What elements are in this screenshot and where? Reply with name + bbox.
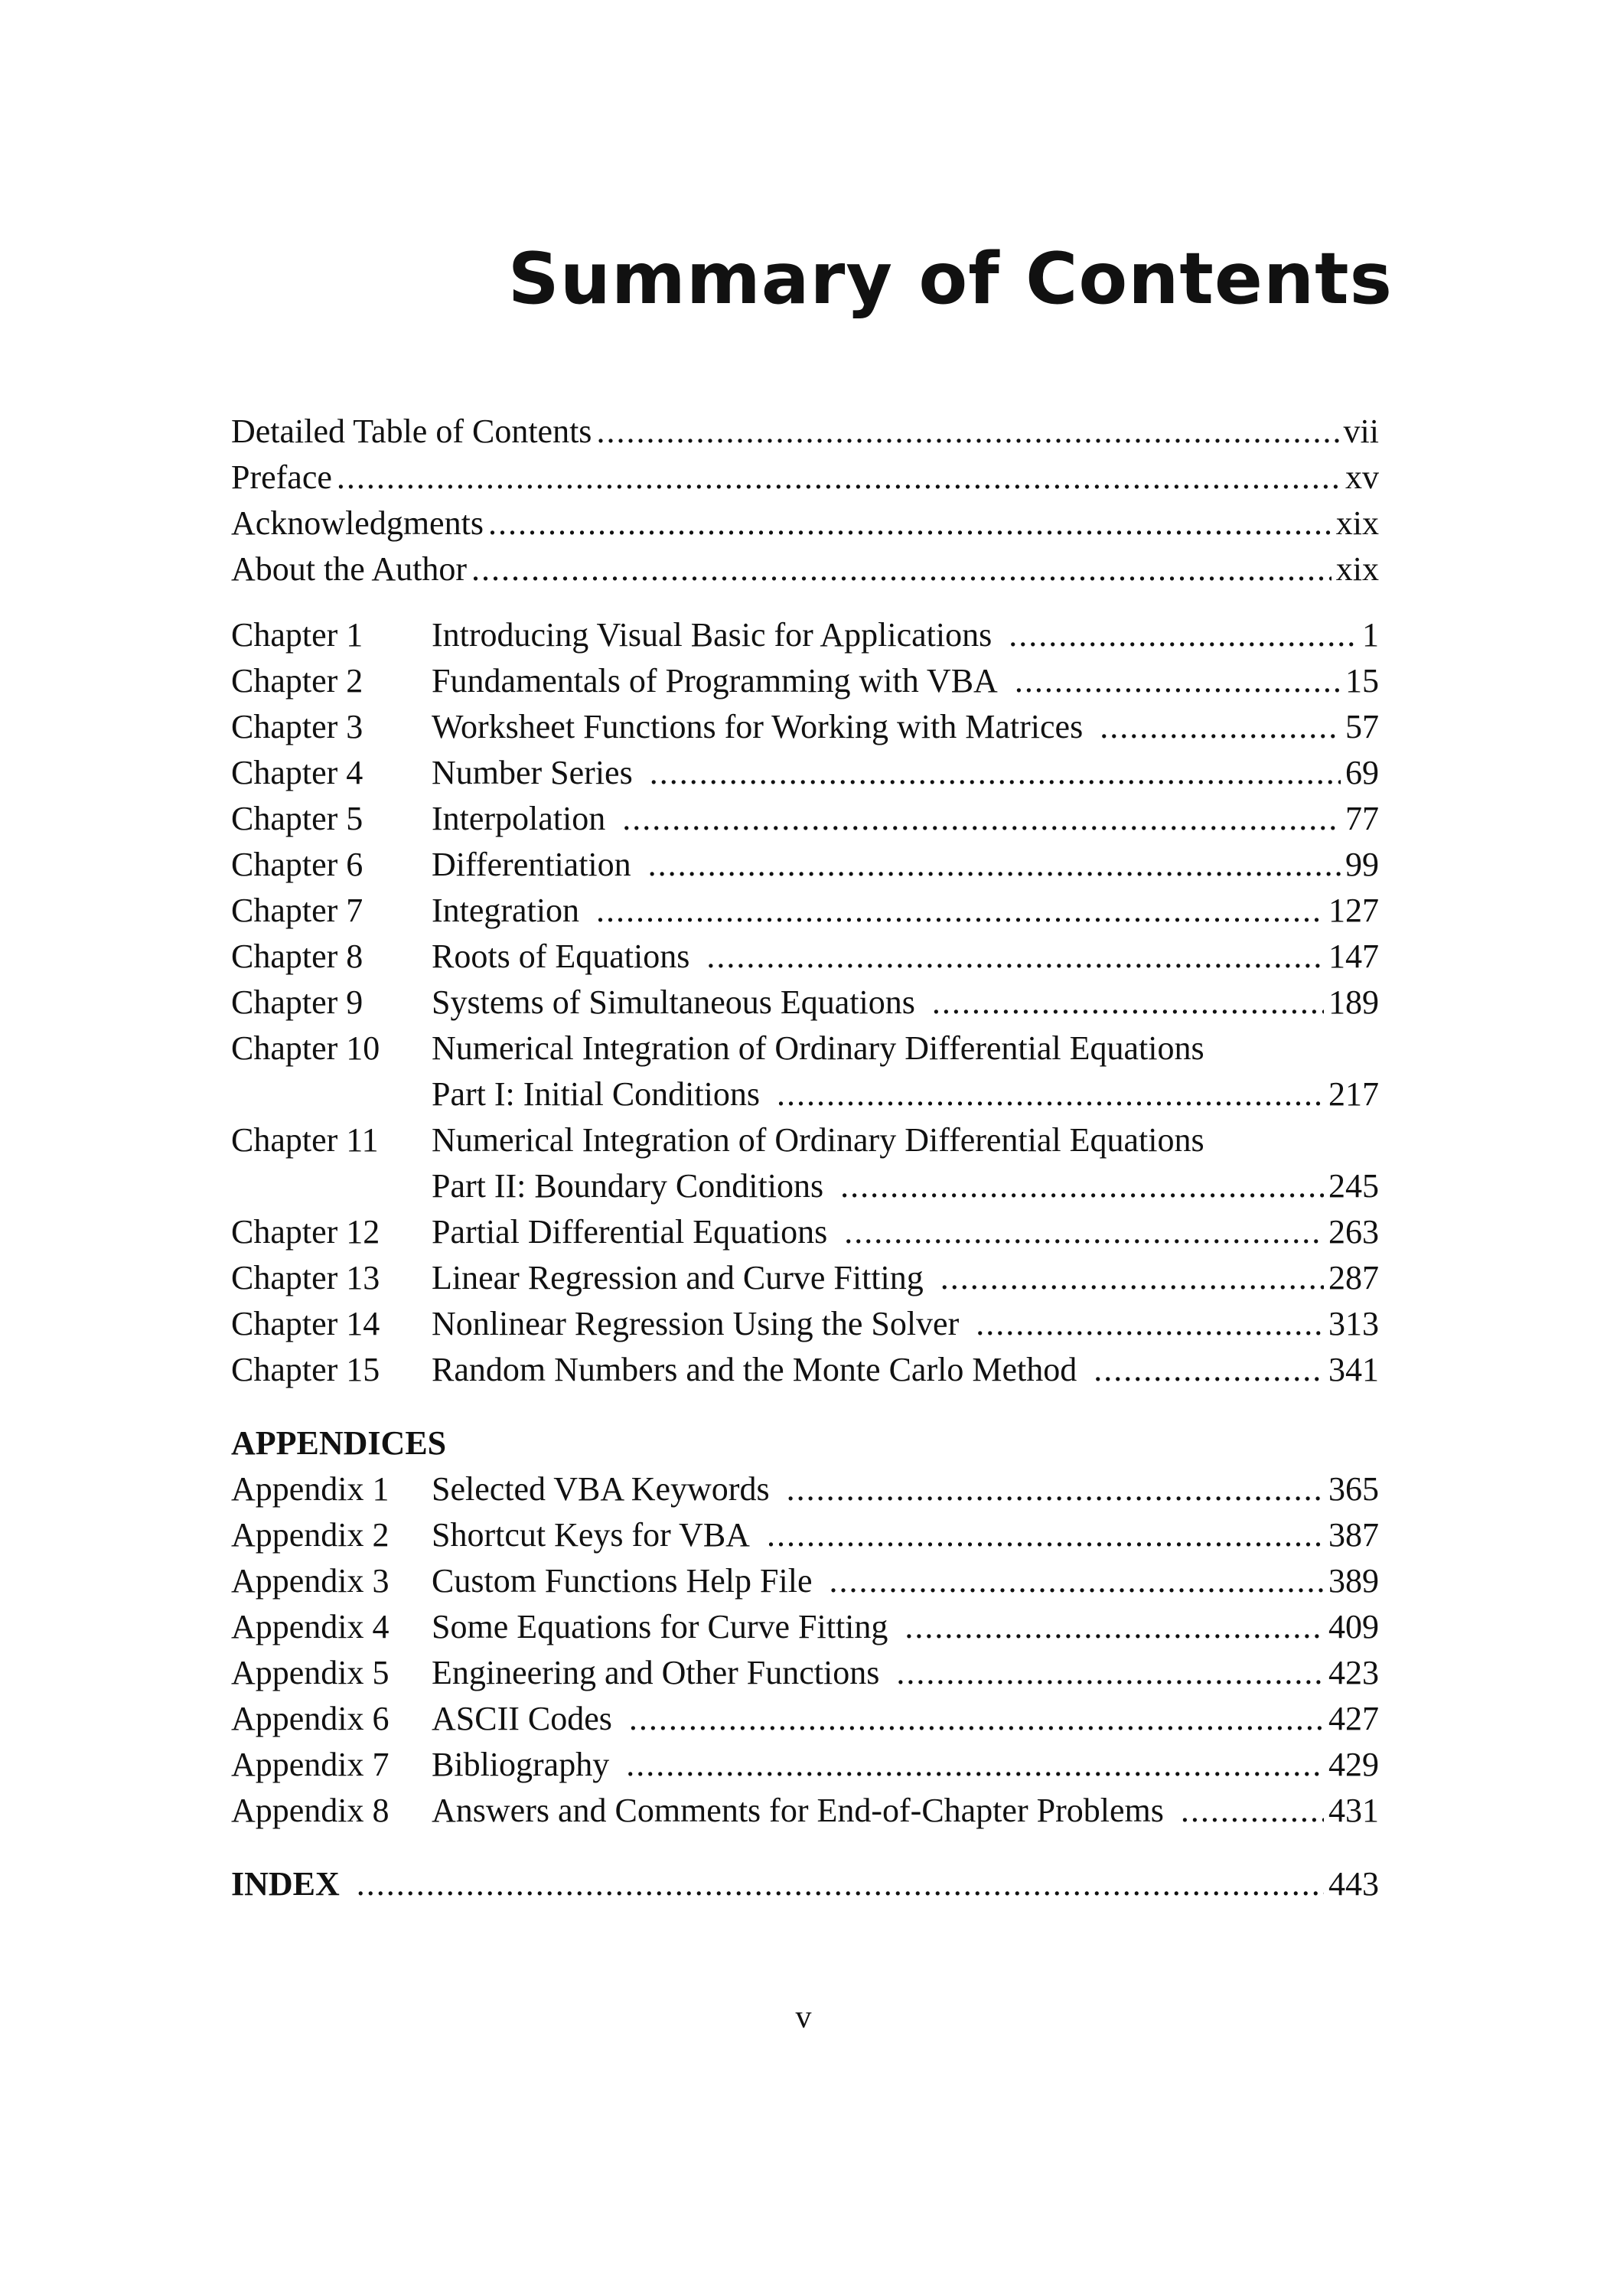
- spacer: [231, 1834, 1379, 1861]
- entry-title: Fundamentals of Programming with VBA: [432, 662, 998, 700]
- entry-page: 387: [1328, 1516, 1379, 1554]
- toc-entry-chapter[interactable]: [231, 1209, 1379, 1255]
- dot-leader: [896, 1650, 1324, 1696]
- toc-entry-chapter[interactable]: [231, 934, 1379, 980]
- front-matter-list: [231, 409, 1379, 592]
- entry-page: 57: [1345, 708, 1379, 745]
- dot-leader: [1100, 704, 1341, 750]
- entry-title: Preface: [231, 458, 332, 496]
- dot-leader: [648, 842, 1341, 888]
- dot-leader: [829, 1558, 1324, 1604]
- appendices-heading: APPENDICES: [231, 1424, 447, 1462]
- entry-label: Appendix 1: [231, 1470, 390, 1508]
- entry-title: Number Series: [432, 754, 633, 791]
- entry-title: Linear Regression and Curve Fitting: [432, 1259, 924, 1296]
- entry-page: 69: [1345, 754, 1379, 791]
- dot-leader: [629, 1696, 1324, 1742]
- dot-leader: [1094, 1347, 1324, 1393]
- toc-entry-appendix[interactable]: [231, 1788, 1379, 1834]
- entry-page: vii: [1343, 413, 1379, 450]
- dot-leader: [622, 796, 1341, 842]
- dot-leader: [357, 1861, 1324, 1907]
- toc-entry-chapter[interactable]: [231, 796, 1379, 842]
- entry-subtitle: Part I: Initial Conditions: [432, 1075, 760, 1113]
- entry-page: 429: [1328, 1746, 1379, 1783]
- table-of-contents: [231, 409, 1379, 1907]
- entry-label: Chapter 2: [231, 662, 363, 700]
- toc-entry-appendix[interactable]: [231, 1466, 1379, 1512]
- toc-entry-chapter[interactable]: [231, 1347, 1379, 1393]
- entry-label: Chapter 4: [231, 754, 363, 791]
- entry-title: Acknowledgments: [231, 504, 484, 542]
- entry-title: Some Equations for Curve Fitting: [432, 1608, 888, 1645]
- toc-entry-appendix[interactable]: [231, 1742, 1379, 1788]
- entry-page: 365: [1328, 1470, 1379, 1508]
- entry-label: Appendix 7: [231, 1746, 390, 1783]
- dot-leader: [844, 1209, 1324, 1255]
- entry-page: 423: [1328, 1654, 1379, 1691]
- entry-page: 245: [1328, 1167, 1379, 1205]
- entry-page: xix: [1335, 504, 1379, 542]
- entry-page: xv: [1345, 458, 1379, 496]
- dot-leader: [840, 1163, 1324, 1209]
- entry-page: 189: [1328, 983, 1379, 1021]
- entry-label: Appendix 3: [231, 1562, 390, 1600]
- dot-leader: [767, 1512, 1324, 1558]
- entry-page: 77: [1345, 800, 1379, 837]
- toc-entry-index[interactable]: [231, 1861, 1379, 1907]
- toc-entry-chapter[interactable]: [231, 980, 1379, 1026]
- entry-page: 263: [1328, 1213, 1379, 1251]
- index-page: 443: [1328, 1865, 1379, 1903]
- dot-leader: [471, 546, 1332, 592]
- entry-label: Appendix 5: [231, 1654, 390, 1691]
- toc-entry-chapter[interactable]: [231, 842, 1379, 888]
- toc-entry-chapter[interactable]: [231, 658, 1379, 704]
- dot-leader: [932, 980, 1324, 1026]
- entry-page: 99: [1345, 846, 1379, 883]
- entry-label: Chapter 10: [231, 1029, 380, 1067]
- entry-page: 217: [1328, 1075, 1379, 1113]
- dot-leader: [905, 1604, 1324, 1650]
- toc-entry-chapter[interactable]: [231, 750, 1379, 796]
- entry-page: 15: [1345, 662, 1379, 700]
- dot-leader: [940, 1255, 1324, 1301]
- entry-label: Chapter 13: [231, 1259, 380, 1296]
- entry-title: Roots of Equations: [432, 938, 690, 975]
- entry-page: 427: [1328, 1700, 1379, 1737]
- entry-page: 127: [1328, 892, 1379, 929]
- entry-title: Random Numbers and the Monte Carlo Method: [432, 1351, 1077, 1388]
- spacer: [231, 592, 1379, 612]
- entry-title: Nonlinear Regression Using the Solver: [432, 1305, 960, 1342]
- entry-label: Appendix 4: [231, 1608, 390, 1645]
- toc-entry-chapter[interactable]: [231, 704, 1379, 750]
- dot-leader: [337, 455, 1341, 501]
- entry-label: Chapter 9: [231, 983, 363, 1021]
- entry-title: Custom Functions Help File: [432, 1562, 813, 1600]
- toc-entry-appendix[interactable]: [231, 1604, 1379, 1650]
- entry-title: Answers and Comments for End-of-Chapter Problems: [432, 1792, 1164, 1829]
- entry-title: Selected VBA Keywords: [432, 1470, 770, 1508]
- toc-entry-chapter[interactable]: [231, 1255, 1379, 1301]
- entry-label: Chapter 6: [231, 846, 363, 883]
- entry-title: Detailed Table of Contents: [231, 413, 592, 450]
- appendix-list: [231, 1466, 1379, 1834]
- entry-title: Shortcut Keys for VBA: [432, 1516, 750, 1554]
- entry-page: 147: [1328, 938, 1379, 975]
- entry-label: Chapter 12: [231, 1213, 380, 1251]
- entry-title: Introducing Visual Basic for Applications: [432, 616, 993, 654]
- chapter-list: [231, 612, 1379, 1393]
- spacer: [231, 1393, 1379, 1420]
- entry-title: Worksheet Functions for Working with Matrices: [432, 708, 1084, 745]
- entry-title: Numerical Integration of Ordinary Differential Equations: [432, 1029, 1204, 1067]
- toc-entry-chapter[interactable]: [231, 1026, 1379, 1071]
- entry-label: Chapter 8: [231, 938, 363, 975]
- entry-page: 1: [1362, 616, 1379, 654]
- index-title: INDEX: [231, 1865, 340, 1903]
- entry-title: Systems of Simultaneous Equations: [432, 983, 915, 1021]
- entry-title: Integration: [432, 892, 580, 929]
- toc-entry-chapter-continued[interactable]: [231, 1071, 1379, 1117]
- dot-leader: [706, 934, 1324, 980]
- dot-leader: [777, 1071, 1324, 1117]
- page-title: Summary of Contents: [507, 237, 1393, 320]
- dot-leader: [596, 409, 1338, 455]
- entry-label: Chapter 5: [231, 800, 363, 837]
- entry-title: Differentiation: [432, 846, 631, 883]
- dot-leader: [1181, 1788, 1324, 1834]
- toc-entry-chapter[interactable]: [231, 888, 1379, 934]
- dot-leader: [650, 750, 1341, 796]
- toc-entry-chapter[interactable]: [231, 1301, 1379, 1347]
- entry-page: 431: [1328, 1792, 1379, 1829]
- entry-title: ASCII Codes: [432, 1700, 612, 1737]
- toc-entry-front-matter[interactable]: [231, 546, 1379, 592]
- entry-label: Chapter 1: [231, 616, 363, 654]
- entry-title: Numerical Integration of Ordinary Differential Equations: [432, 1121, 1204, 1159]
- toc-entry-chapter[interactable]: [231, 1117, 1379, 1163]
- entry-title: Partial Differential Equations: [432, 1213, 828, 1251]
- dot-leader: [787, 1466, 1324, 1512]
- toc-entry-appendix[interactable]: [231, 1512, 1379, 1558]
- toc-entry-front-matter[interactable]: [231, 501, 1379, 546]
- dot-leader: [1015, 658, 1341, 704]
- entry-page: 287: [1328, 1259, 1379, 1296]
- toc-entry-chapter[interactable]: [231, 612, 1379, 658]
- entry-page: 409: [1328, 1608, 1379, 1645]
- entry-label: Appendix 2: [231, 1516, 390, 1554]
- entry-title: Bibliography: [432, 1746, 610, 1783]
- toc-entry-appendix[interactable]: [231, 1650, 1379, 1696]
- toc-entry-chapter-continued[interactable]: [231, 1163, 1379, 1209]
- entry-subtitle: Part II: Boundary Conditions: [432, 1167, 824, 1205]
- dot-leader: [626, 1742, 1324, 1788]
- entry-page: 341: [1328, 1351, 1379, 1388]
- entry-label: Appendix 8: [231, 1792, 390, 1829]
- toc-entry-appendix[interactable]: [231, 1696, 1379, 1742]
- toc-entry-front-matter[interactable]: [231, 409, 1379, 455]
- entry-label: Chapter 14: [231, 1305, 380, 1342]
- entry-page: xix: [1335, 550, 1379, 588]
- dot-leader: [596, 888, 1324, 934]
- dot-leader: [488, 501, 1332, 546]
- entry-page: 313: [1328, 1305, 1379, 1342]
- toc-entry-front-matter[interactable]: [231, 455, 1379, 501]
- page-number: v: [795, 2000, 812, 2035]
- entry-page: 389: [1328, 1562, 1379, 1600]
- entry-title: Interpolation: [432, 800, 606, 837]
- entry-label: Chapter 7: [231, 892, 363, 929]
- entry-label: Chapter 3: [231, 708, 363, 745]
- entry-label: Chapter 11: [231, 1121, 379, 1159]
- dot-leader: [1009, 612, 1358, 658]
- dot-leader: [976, 1301, 1324, 1347]
- entry-label: Chapter 15: [231, 1351, 380, 1388]
- entry-title: About the Author: [231, 550, 467, 588]
- toc-entry-appendix[interactable]: [231, 1558, 1379, 1604]
- entry-title: Engineering and Other Functions: [432, 1654, 880, 1691]
- entry-label: Appendix 6: [231, 1700, 390, 1737]
